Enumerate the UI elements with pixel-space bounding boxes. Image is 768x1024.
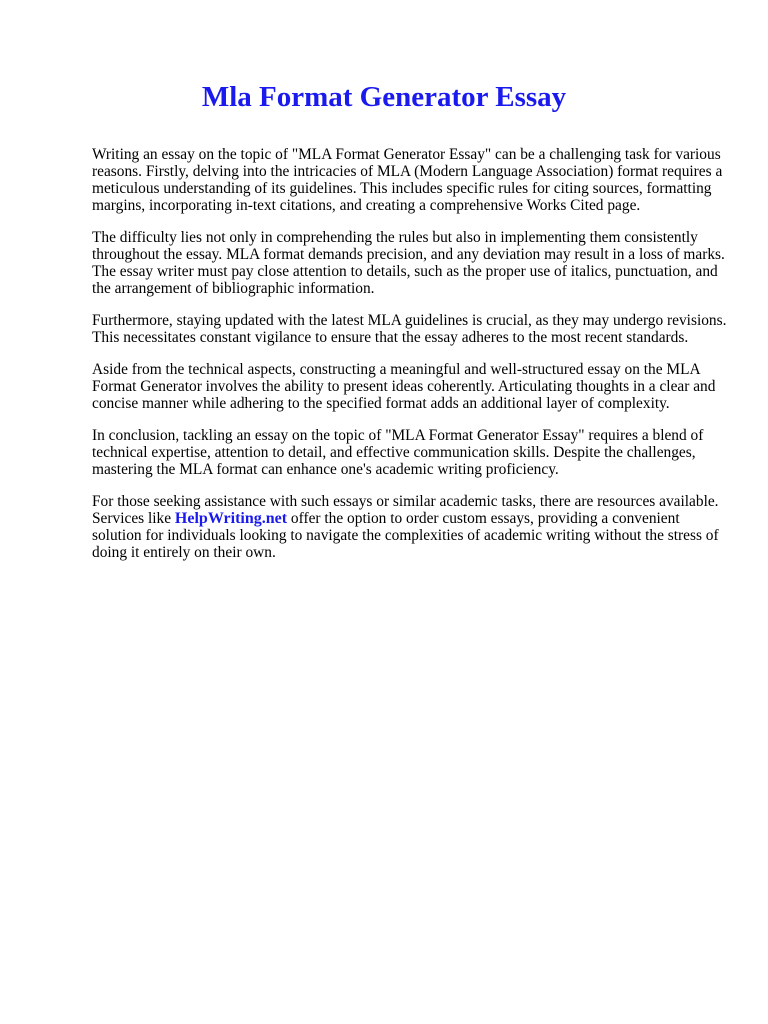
essay-body <box>92 146 732 576</box>
paragraph-6-text-before-link: For those seeking assistance with such essays or similar academic tasks, there are resources available. Services like <box>92 493 719 527</box>
helpwriting-link[interactable]: HelpWriting.net <box>174 510 288 527</box>
paragraph-4: Aside from the technical aspects, constructing a meaningful and well-structured essay on the MLA Format Generator involves the ability to present ideas coherently. Articulating thoughts in a clear and concise manner while adhering to the specified format adds an additional layer of complexity. <box>92 361 716 412</box>
paragraph-5: In conclusion, tackling an essay on the topic of "MLA Format Generator Essay" requires a blend of technical expertise, attention to detail, and effective communication skills. Despite the challenges, mastering the MLA format can enhance one's academic writing proficiency. <box>92 427 704 478</box>
paragraph-6 <box>92 493 732 561</box>
paragraph-6-text-after-link: offer the option to order custom essays, providing a convenient solution for individuals looking to navigate the complexities of academic writing without the stress of doing it entirely on their own. <box>92 510 719 561</box>
paragraph-3: Furthermore, staying updated with the latest MLA guidelines is crucial, as they may undergo revisions. This necessitates constant vigilance to ensure that the essay adheres to the most recent standards. <box>92 312 727 346</box>
page-title: Mla Format Generator Essay <box>201 81 567 113</box>
paragraph-2: The difficulty lies not only in comprehending the rules but also in implementing them consistently throughout the essay. MLA format demands precision, and any deviation may result in a loss of marks. The essay writer must pay close attention to details, such as the proper use of italics, punctuation, and the arrangement of bibliographic information. <box>92 229 725 297</box>
paragraph-1: Writing an essay on the topic of "MLA Format Generator Essay" can be a challenging task for various reasons. Firstly, delving into the intricacies of MLA (Modern Language Association) format requires a meticulous understanding of its guidelines. This includes specific rules for citing sources, formatting margins, incorporating in-text citations, and creating a comprehensive Works Cited page. <box>92 146 723 214</box>
